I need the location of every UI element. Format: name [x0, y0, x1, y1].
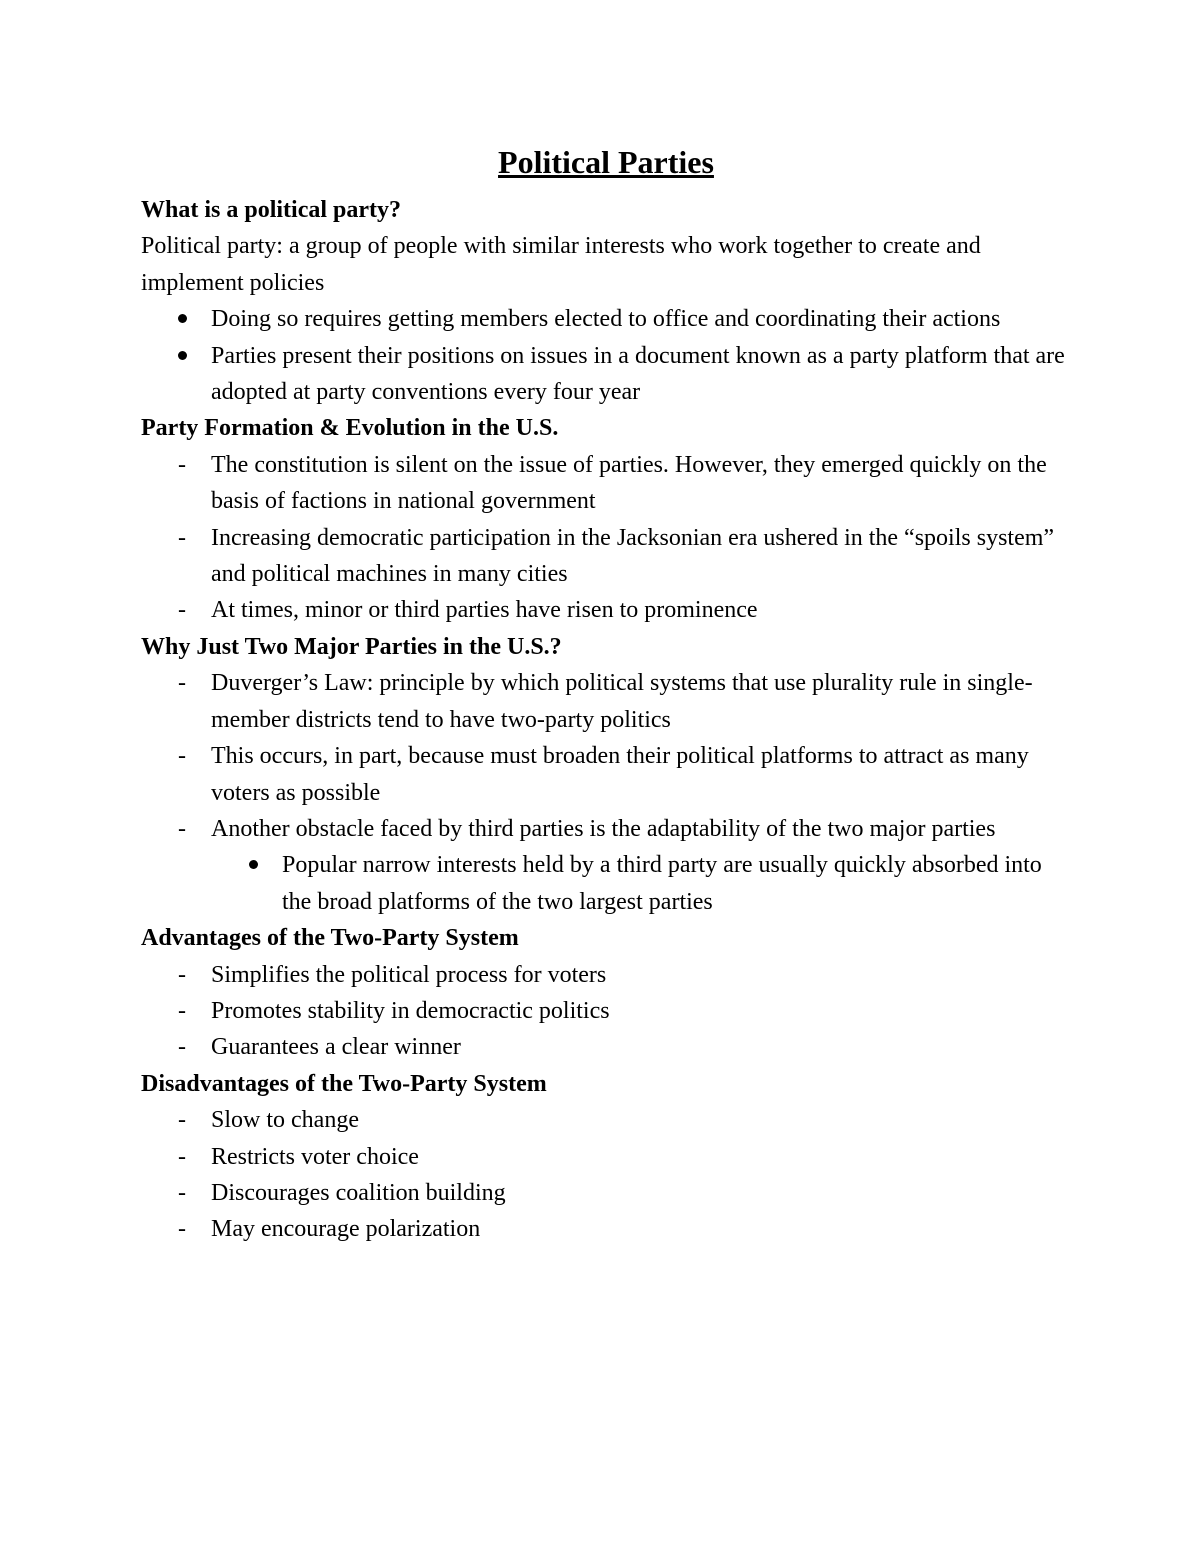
- dash-icon: -: [178, 1107, 186, 1134]
- list-item: [141, 1211, 1071, 1247]
- dash-icon: -: [178, 1216, 186, 1243]
- list-item: [141, 447, 1071, 520]
- list-item: [141, 993, 1071, 1029]
- list-item-text: The constitution is silent on the issue of parties. However, they emerged quickly on the basis of factions in national government: [211, 451, 1047, 515]
- bullet-icon: [167, 338, 197, 374]
- section-what-is-a-political-party: [141, 192, 1071, 410]
- bullet-dot-icon: [178, 351, 187, 360]
- dash-icon: -: [178, 1143, 186, 1170]
- list-item-text: Another obstacle faced by third parties is the adaptability of the two major parties: [211, 815, 996, 842]
- dash-icon: -: [178, 524, 186, 551]
- list-item: [141, 338, 1071, 411]
- list-item: [141, 1029, 1071, 1065]
- dash-icon: -: [178, 1179, 186, 1206]
- list-item-text: Slow to change: [211, 1107, 359, 1134]
- list-item: [141, 738, 1071, 811]
- list-item-text: May encourage polarization: [211, 1216, 481, 1243]
- list-item-text: Doing so requires getting members elected to office and coordinating their actions: [211, 306, 1001, 333]
- list-item: [141, 665, 1071, 738]
- bullet-icon: [167, 301, 197, 337]
- section-heading: Party Formation & Evolution in the U.S.: [141, 415, 559, 442]
- list-item: [141, 957, 1071, 993]
- page-title: Political Parties: [498, 144, 714, 180]
- list-item: [141, 1175, 1071, 1211]
- dash-icon: -: [178, 997, 186, 1024]
- dash-icon: -: [178, 815, 186, 842]
- list-item-text: Promotes stability in democractic politics: [211, 997, 610, 1024]
- dash-icon: -: [178, 961, 186, 988]
- dash-icon: -: [178, 451, 186, 478]
- sections-container: [141, 192, 1071, 1248]
- section-party-formation-evolution-in-the-u-s: [141, 410, 1071, 628]
- dash-icon: -: [178, 597, 186, 624]
- bullet-dot-icon: [178, 314, 187, 323]
- section-disadvantages-of-the-two-party-system: [141, 1066, 1071, 1248]
- list-item-text: Parties present their positions on issues in a document known as a party platform that are adopted at party conventions every four year: [211, 342, 1065, 406]
- list-item-text: Popular narrow interests held by a third party are usually quickly absorbed into the broad platforms of the two largest parties: [282, 852, 1042, 915]
- section-heading: What is a political party?: [141, 197, 402, 223]
- section-heading: Disadvantages of the Two-Party System: [141, 1070, 547, 1097]
- list-item-text: Duverger’s Law: principle by which political systems that use plurality rule in single-member districts tend to have two-party politics: [211, 670, 1033, 733]
- list-item-text: Increasing democratic participation in the Jacksonian era ushered in the “spoils system” and political machines in many cities: [211, 524, 1055, 588]
- list-item: [141, 520, 1071, 593]
- list-item-text: Discourages coalition building: [211, 1179, 506, 1206]
- section-list: [141, 447, 1071, 629]
- section-heading: Advantages of the Two-Party System: [141, 925, 519, 952]
- list-item: [141, 1139, 1071, 1175]
- bullet-icon: [238, 847, 268, 883]
- list-item: [141, 811, 1071, 847]
- list-item: [141, 301, 1071, 337]
- document-body: [141, 140, 1071, 1248]
- nested-list-item: [141, 847, 1071, 920]
- section-list: [141, 1102, 1071, 1248]
- list-item-text: At times, minor or third parties have risen to prominence: [211, 597, 758, 624]
- section-list: [141, 665, 1071, 920]
- list-item-text: This occurs, in part, because must broaden their political platforms to attract as many voters as possible: [211, 743, 1029, 806]
- list-item: [141, 592, 1071, 628]
- list-item: [141, 1102, 1071, 1138]
- dash-icon: -: [178, 743, 186, 770]
- section-list: [141, 957, 1071, 1066]
- section-advantages-of-the-two-party-system: [141, 920, 1071, 1066]
- bullet-dot-icon: [249, 860, 258, 869]
- section-why-just-two-major-parties-in-the-u-s: [141, 629, 1071, 920]
- list-item-text: Guarantees a clear winner: [211, 1034, 461, 1061]
- list-item-text: Simplifies the political process for voters: [211, 961, 607, 988]
- dash-icon: -: [178, 670, 186, 697]
- section-list: [141, 301, 1071, 410]
- dash-icon: -: [178, 1034, 186, 1061]
- section-paragraph: Political party: a group of people with similar interests who work together to create and implement policies: [141, 233, 981, 296]
- list-item-text: Restricts voter choice: [211, 1143, 419, 1170]
- section-heading: Why Just Two Major Parties in the U.S.?: [141, 633, 562, 660]
